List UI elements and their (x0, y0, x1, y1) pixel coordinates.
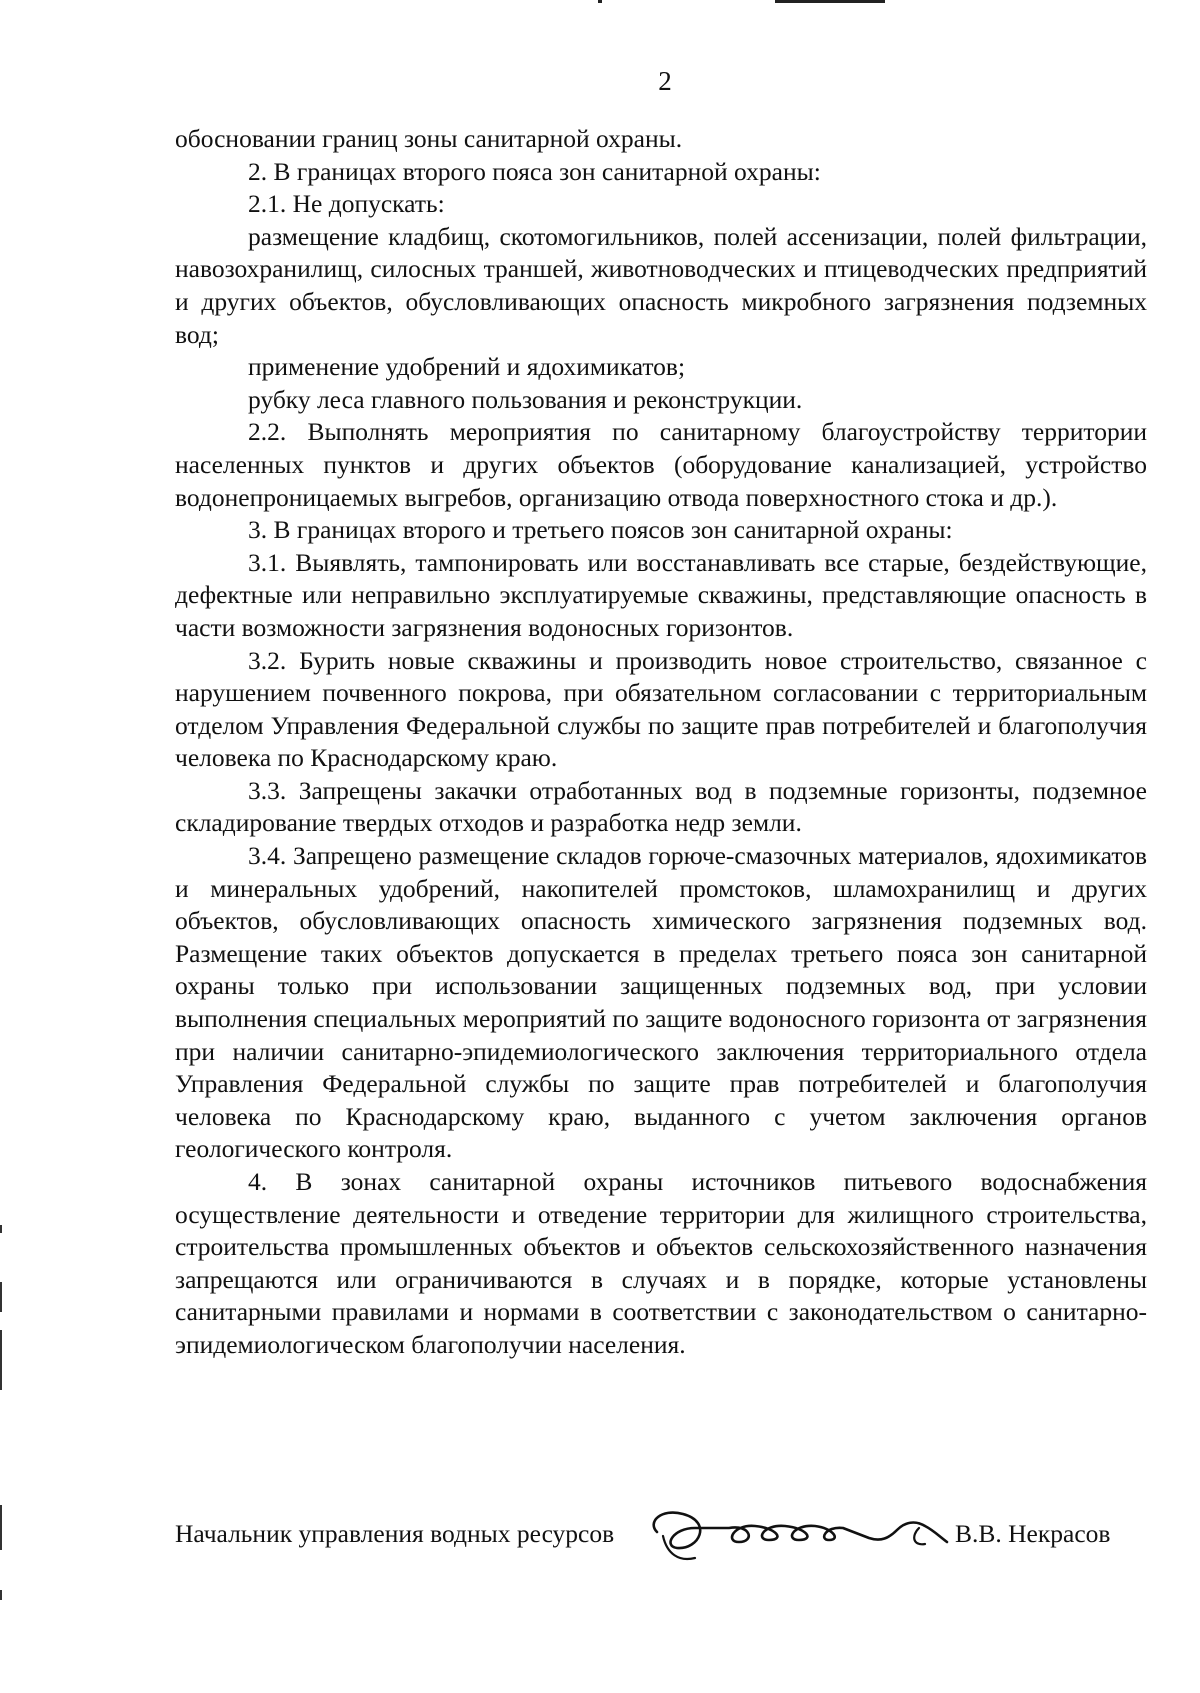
signatory-position: Начальник управления водных ресурсов (175, 1519, 615, 1548)
scan-artifact-top-line (775, 0, 885, 3)
paragraph: 2. В границах второго пояса зон санитарной охраны: (248, 156, 821, 186)
paragraph: 4. В зонах санитарной охраны источников питьевого водоснабжения осуществление деятельности и отведение территории для жилищного строительства, строительства промышленных объектов и объектов сельскохозяйственного назначения запрещаются или ограничиваются в случаях и в порядке, которые установлены санитарными правилами и нормами в соответствии с законодательством о санитарно-эпидемиологическом благополучии населения. (175, 1167, 1147, 1359)
scan-artifact-left-3 (0, 1330, 2, 1390)
document-body (175, 123, 1147, 1362)
scan-artifact-left-1 (0, 1225, 2, 1233)
paragraph: 3.3. Запрещены закачки отработанных вод в подземные горизонты, подземное складирование твердых отходов и разработка недр земли. (175, 775, 1147, 838)
paragraph: применение удобрений и ядохимикатов; (248, 352, 686, 382)
page-number: 2 (658, 66, 672, 96)
scan-artifact-left-5 (0, 1590, 2, 1600)
handwritten-signature (643, 1498, 973, 1572)
paragraph: рубку леса главного пользования и реконструкции. (248, 384, 803, 414)
paragraph: 3. В границах второго и третьего поясов зон санитарной охраны: (248, 515, 953, 545)
paragraph: 2.2. Выполнять мероприятия по санитарному благоустройству территории населенных пунктов и других объектов (оборудование канализацией, устройство водонепроницаемых выгребов, организацию отвода поверхностного стока и др.). (175, 417, 1147, 512)
scan-artifact-left-2 (0, 1282, 2, 1312)
scan-artifact-top (598, 0, 602, 3)
paragraph: 2.1. Не допускать: (248, 189, 445, 219)
scan-artifact-left-4 (0, 1505, 2, 1550)
paragraph: 3.4. Запрещено размещение складов горюче-смазочных материалов, ядохимикатов и минеральных удобрений, накопителей промстоков, шламохранилищ и других объектов, обусловливающих опасность химического загрязнения подземных вод. Размещение таких объектов допускается в пределах третьего пояса зон санитарной охраны только при использовании защищенных подземных вод, при условии выполнения специальных мероприятий по защите водоносного горизонта от загрязнения при наличии санитарно-эпидемиологического заключения территориального отдела Управления Федеральной службы по защите прав потребителей и благополучия человека по Краснодарскому краю, выданного с учетом заключения органов геологического контроля. (175, 841, 1147, 1164)
signatory-name: В.В. Некрасов (955, 1519, 1111, 1548)
paragraph: 3.2. Бурить новые скважины и производить новое строительство, связанное с нарушением почвенного покрова, при обязательном согласовании с территориальным отделом Управления Федеральной службы по защите прав потребителей и благополучия человека по Краснодарскому краю. (175, 645, 1147, 773)
paragraph: размещение кладбищ, скотомогильников, полей ассенизации, полей фильтрации, навозохранилищ, силосных траншей, животноводческих и птицеводческих предприятий и других объектов, обусловливающих опасность микробного загрязнения подземных вод; (175, 221, 1147, 349)
paragraph: обосновании границ зоны санитарной охраны. (175, 124, 683, 153)
paragraph: 3.1. Выявлять, тампонировать или восстанавливать все старые, бездействующие, дефектные или неправильно эксплуатируемые скважины, представляющие опасность в части возможности загрязнения водоносных горизонтов. (175, 547, 1147, 642)
signature-block (175, 1518, 1147, 1558)
